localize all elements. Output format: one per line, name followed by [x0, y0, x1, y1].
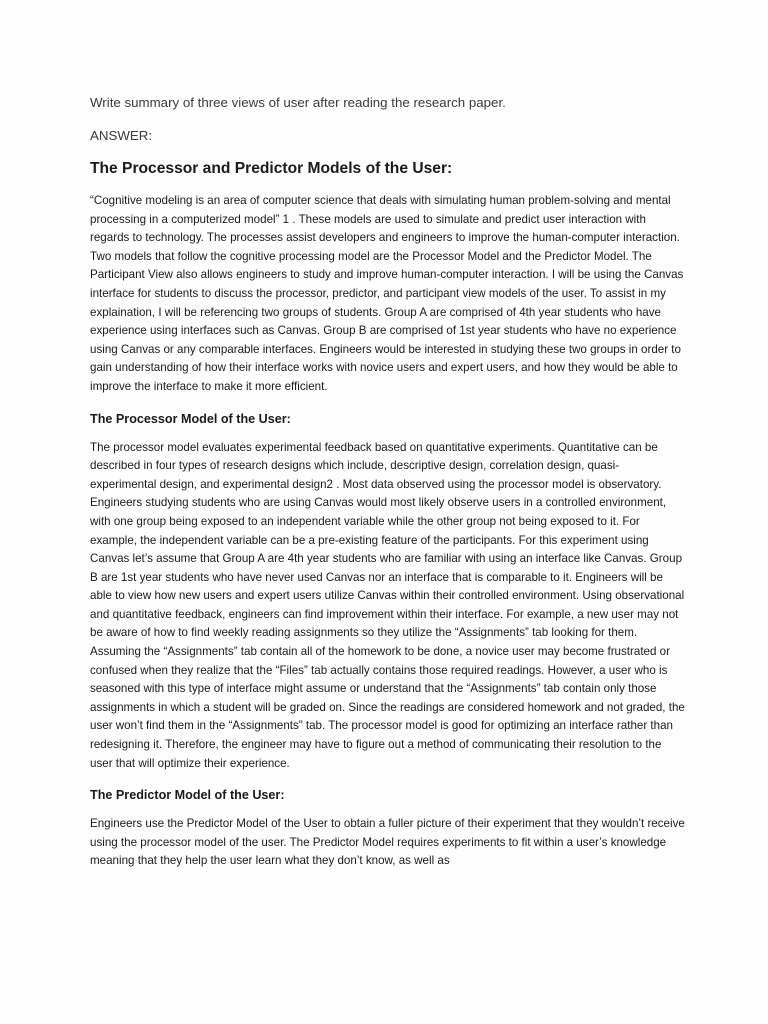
- document-title: The Processor and Predictor Models of the User:: [90, 160, 453, 177]
- document-content: [90, 93, 685, 871]
- section-heading-processor-model: The Processor Model of the User:: [90, 411, 291, 426]
- predictor-model-paragraph: Engineers use the Predictor Model of the User to obtain a fuller picture of their experiment that they wouldn’t receive using the processor model of the user. The Predictor Model requires experiments to fit within a user’s knowledge meaning that they help the user learn what they don’t know, as well as: [90, 817, 685, 868]
- processor-model-paragraph: The processor model evaluates experimental feedback based on quantitative experiments. Quantitative can be described in four types of research designs which include, descriptive design, correlation design, quasi-experimental design, and experimental design2 . Most data observed using the processor model is observatory. Engineers studying students who are using Canvas would most likely observe users in a controlled environment, with one group being exposed to an independent variable while the other group not being exposed to it. For example, the independent variable can be a pre-existing feature of the participants. For this experiment using Canvas let’s assume that Group A are 4th year students who are familiar with using an interface like Canvas. Group B are 1st year students who have never used Canvas nor an interface that is comparable to it. Engineers will be able to view how new users and expert users utilize Canvas within their controlled environment. Using observational and quantitative feedback, engineers can find improvement within their interface. For example, a new user may not be aware of how to find weekly reading assignments so they utilize the “Assignments” tab looking for them. Assuming the “Assignments” tab contain all of the homework to be done, a novice user may become frustrated or confused when they realize that the “Files” tab actually contains those required readings. However, a user who is seasoned with this type of interface might assume or understand that the “Assignments” tab contain only those assignments in which a student will be graded on. Since the readings are considered homework and not graded, the user won’t find them in the “Assignments” tab. The processor model is good for optimizing an interface rather than redesigning it. Therefore, the engineer may have to figure out a method of communicating their resolution to the user that will optimize their experience.: [90, 440, 685, 770]
- section-heading-predictor-model: The Predictor Model of the User:: [90, 788, 285, 803]
- answer-label: ANSWER:: [90, 128, 153, 143]
- assignment-prompt: Write summary of three views of user after reading the research paper.: [90, 95, 506, 110]
- intro-paragraph: “Cognitive modeling is an area of computer science that deals with simulating human problem-solving and mental processing in a computerized model” 1 . These models are used to simulate and predict user interaction with regards to technology. The processes assist developers and engineers to improve the human-computer interaction. Two models that follow the cognitive processing model are the Processor Model and the Predictor Model. The Participant View also allows engineers to study and improve human-computer interaction. I will be using the Canvas interface for students to discuss the processor, predictor, and participant view models of the user. To assist in my explaination, I will be referencing two groups of students. Group A are comprised of 4th year students who have experience using interfaces such as Canvas. Group B are comprised of 1st year students who have no experience using Canvas or any comparable interfaces. Engineers would be interested in studying these two groups in order to gain understanding of how their interface works with novice users and expert users, and how they would be able to improve the interface to make it more efficient.: [90, 194, 684, 393]
